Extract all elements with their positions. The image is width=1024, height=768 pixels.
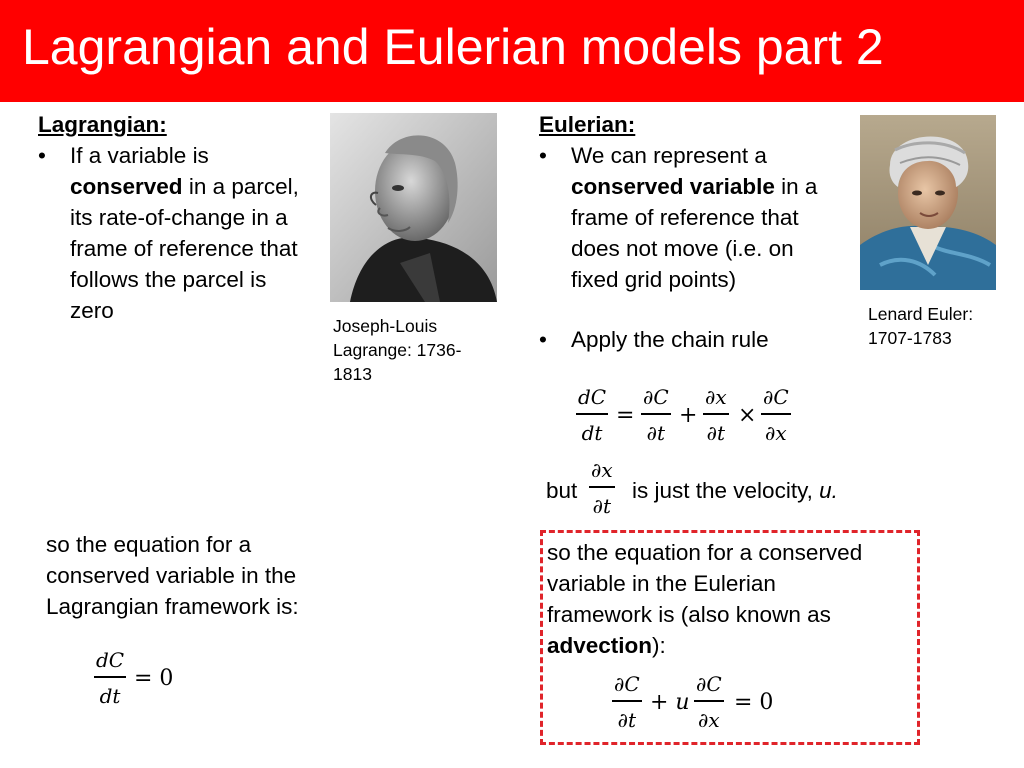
eulerian-text-2: in a frame of reference that does not move (i.e. on fixed grid points) — [571, 174, 818, 292]
fraction-bar — [761, 413, 791, 415]
advection-rhs: = 0 — [734, 690, 774, 715]
advection-term-1 — [612, 672, 642, 732]
fraction-bar — [576, 413, 608, 415]
velocity-text-main: is just the velocity, — [632, 478, 813, 503]
advection-t1-den: ∂t — [617, 707, 637, 732]
chain-term-3 — [703, 385, 729, 445]
euler-caption: Lenard Euler: 1707-1783 — [868, 304, 974, 348]
chain-t3-den: ∂t — [706, 420, 725, 445]
chain-t2-num: ∂C — [643, 385, 669, 409]
chain-equals: = — [616, 403, 635, 428]
eulerian-bullet-1-text — [539, 140, 839, 295]
chain-t1-den: dt — [581, 420, 603, 445]
fraction-bar — [694, 700, 724, 702]
eulerian-intro-bold-advection: advection — [547, 633, 653, 658]
bullet-marker: • — [539, 327, 547, 352]
eulerian-intro-text-2: ): — [652, 633, 666, 658]
chain-term-4 — [761, 385, 791, 445]
chain-t2-den: ∂t — [646, 420, 666, 445]
lagrangian-equation-rhs: = 0 — [134, 666, 174, 691]
velocity-text — [632, 475, 838, 506]
eulerian-bullet-2 — [539, 324, 839, 355]
fraction-bar — [703, 413, 729, 415]
velocity-but: but — [546, 478, 578, 503]
chain-t3-num: ∂x — [705, 385, 727, 409]
velocity-frac-den: ∂t — [592, 493, 611, 518]
lagrangian-eq-den: dt — [99, 683, 121, 708]
chain-t1-num: dC — [578, 385, 607, 409]
eulerian-bold-conserved-variable: conserved variable — [571, 174, 775, 199]
lagrangian-equation-fraction — [94, 648, 126, 708]
velocity-u: u. — [819, 478, 838, 503]
chain-term-1 — [576, 385, 608, 445]
slide-title: Lagrangian and Eulerian models part 2 — [22, 19, 884, 75]
velocity-frac-num: ∂x — [591, 458, 613, 482]
lagrange-portrait — [330, 113, 497, 302]
lagrange-caption: Joseph-Louis Lagrange: 1736-1813 — [333, 316, 462, 384]
lagrange-portrait-image — [330, 113, 497, 302]
lagrangian-heading: Lagrangian: — [38, 112, 167, 137]
eulerian-equation-intro — [547, 537, 887, 661]
lagrangian-bullet — [38, 140, 313, 326]
chain-times: × — [738, 403, 757, 428]
advection-t2-num: ∂C — [696, 672, 722, 696]
advection-term-2 — [694, 672, 724, 732]
advection-t1-num: ∂C — [614, 672, 640, 696]
euler-portrait — [860, 115, 996, 290]
title-bar — [0, 0, 1024, 102]
velocity-fraction — [589, 458, 615, 518]
advection-plus-u: + u — [650, 690, 690, 715]
chain-t4-den: ∂x — [765, 420, 787, 445]
eulerian-text-1: We can represent a — [571, 143, 767, 168]
chain-t4-num: ∂C — [763, 385, 789, 409]
lagrangian-eq-num: dC — [96, 648, 125, 672]
euler-portrait-image — [860, 115, 996, 290]
fraction-bar — [612, 700, 642, 702]
eulerian-bullet-1 — [539, 140, 839, 295]
fraction-bar — [589, 486, 615, 488]
lagrangian-bold-conserved: conserved — [70, 174, 183, 199]
advection-t2-den: ∂x — [698, 707, 720, 732]
chain-term-2 — [641, 385, 671, 445]
eulerian-heading: Eulerian: — [539, 112, 636, 137]
chain-plus: + — [679, 403, 698, 428]
eulerian-bullet-2-text: Apply the chain rule — [571, 327, 769, 352]
lagrangian-text-2: in a parcel, its rate-of-change in a frame of reference that follows the parcel is zero — [70, 174, 299, 323]
eulerian-intro-text-1: so the equation for a conserved variable in the Eulerian framework is (also known as — [547, 540, 863, 627]
lagrangian-equation-intro: so the equation for a conserved variable in the Lagrangian framework is: — [46, 532, 299, 619]
fraction-bar — [94, 676, 126, 678]
bullet-marker: • — [539, 143, 547, 168]
lagrangian-bullet-text — [38, 140, 313, 326]
bullet-marker: • — [38, 143, 46, 168]
fraction-bar — [641, 413, 671, 415]
lagrangian-text-1: If a variable is — [70, 143, 209, 168]
